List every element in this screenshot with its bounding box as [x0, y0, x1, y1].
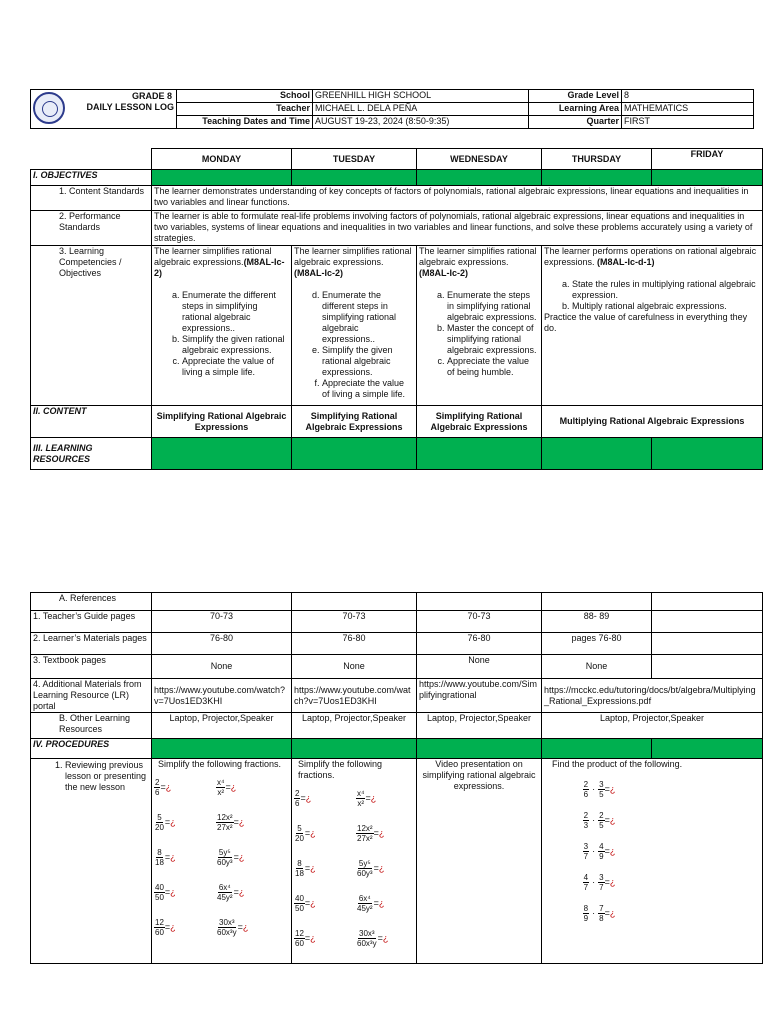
- fraction-row: $\frac{40}{50}$ =¿ $\frac{\text{6x⁴}}{\text{45y²}}$ =¿: [295, 894, 385, 913]
- tuesday-review: Simplify the following fractions. $\frac{2}{6}$ =¿ $\frac{\text{x⁴}}{\text{x²}}$ =¿ $\frac{5}{20}$ =¿ $\frac{\text{12x²}}{\text{27x²}}$ =¿ $\frac{8}{18}$ =¿ $\frac{\text{5y⁵}}{\text{60y³}}$ =¿ $\frac{40}{50}$ =¿ $\frac{\text{6x⁴}}{\text{45y²}}$ =¿ $\frac{12}{60}$ =¿ $\frac{\text{30x³}}{\text{60x³y}}$ =¿: [292, 759, 417, 964]
- tuesday-lm: 76-80: [292, 633, 417, 655]
- additional-materials-label: 4. Additional Materials from Learning Resource (LR) portal: [31, 679, 152, 713]
- grade-title: GRADE 8: [131, 91, 172, 101]
- learning-area-value: MATHEMATICS: [622, 103, 754, 116]
- fraction: $\frac{3}{5}$: [599, 780, 604, 799]
- teacher-value: MICHAEL L. DELA PEÑA: [313, 103, 529, 116]
- thursday-content: Multiplying Rational Algebraic Expressions: [542, 406, 763, 438]
- monday-tg: 70-73: [152, 611, 292, 633]
- fraction: $\frac{\text{6x⁴}}{\text{45y²}}$: [357, 894, 373, 913]
- procedures-heading: IV. PROCEDURES: [31, 739, 152, 759]
- thursday-review: Find the product of the following. $\frac{2}{6}$ · $\frac{3}{5}$ = ¿ $\frac{2}{3}$ · $\frac{2}{5}$ = ¿ $\frac{3}{7}$ · $\frac{4}{9}$ = ¿ $\frac{4}{7}$ · $\frac{3}{7}$ = ¿ $\frac{8}{9}$ · $\frac{7}{8}$ = ¿: [542, 759, 763, 964]
- log-title: DAILY LESSON LOG: [86, 102, 174, 112]
- thursday-competencies: The learner performs operations on rational algebraic expressions. (M8AL-Ic-d-1) a. State the rules in multiplying rational algebraic expression. b. Multiply rational algebraic expressions. Practice the value of carefulness in everything they do.: [542, 246, 763, 406]
- monday-competencies: The learner simplifies rational algebraic expressions.(M8AL-Ic-2) a. Enumerate the different steps in simplifying rational algebraic expressions.. b. Simplify the given rational algebraic expressions. c. Appreciate the value of living a simple life.: [152, 246, 292, 406]
- wednesday-textbook: None: [417, 655, 542, 679]
- tuesday-fraction-list: [294, 781, 414, 956]
- other-resources-label: B. Other Learning Resources: [31, 713, 152, 739]
- fraction: $\frac{\text{12x²}}{\text{27x²}}$: [357, 824, 373, 843]
- tuesday-competencies: The learner simplifies rational algebraic expressions.(M8AL-Ic-2) d. Enumerate the different steps in simplifying rational algebraic expressions.. e. Simplify the given rational algebraic expressions. f. Appreciate the value of living a simple life.: [292, 246, 417, 406]
- fraction: $\frac{12}{60}$: [155, 918, 164, 937]
- monday-lm: 76-80: [152, 633, 292, 655]
- product-row: $\frac{2}{3}$ · $\frac{2}{5}$ = ¿: [583, 811, 616, 830]
- quarter-label: Quarter: [529, 116, 622, 129]
- thursday-tg: 88- 89: [542, 611, 652, 633]
- day-thursday: THURSDAY: [542, 149, 652, 170]
- fraction-row: $\frac{8}{18}$ =¿ $\frac{\text{5y⁵}}{\text{60y³}}$ =¿: [155, 848, 245, 867]
- monday-lr-link[interactable]: https://www.youtube.com/watch?v=7Uos1ED3KHI: [152, 679, 292, 713]
- school-value: GREENHILL HIGH SCHOOL: [313, 90, 529, 103]
- fraction: $\frac{\text{5y⁵}}{\text{60y³}}$: [217, 848, 233, 867]
- references-label: A. References: [31, 593, 152, 611]
- monday-content: Simplifying Rational Algebraic Expressions: [152, 406, 292, 438]
- learning-resources-heading: III. LEARNING RESOURCES: [31, 438, 152, 470]
- fraction: $\frac{\text{12x²}}{\text{27x²}}$: [217, 813, 233, 832]
- monday-other: Laptop, Projector,Speaker: [152, 713, 292, 739]
- product-row: $\frac{8}{9}$ · $\frac{7}{8}$ = ¿: [583, 904, 616, 923]
- fraction: $\frac{3}{7}$: [599, 873, 604, 892]
- wednesday-lm: 76-80: [417, 633, 542, 655]
- lesson-table-top: [30, 148, 763, 470]
- dates-value: AUGUST 19-23, 2024 (8:50-9:35): [313, 116, 529, 129]
- thursday-textbook: None: [542, 655, 652, 679]
- fraction-row: $\frac{8}{18}$ =¿ $\frac{\text{5y⁵}}{\text{60y³}}$ =¿: [295, 859, 385, 878]
- grade-level-label: Grade Level: [529, 90, 622, 103]
- textbook-label: 3. Textbook pages: [31, 655, 152, 679]
- performance-standards-text: The learner is able to formulate real-life problems involving factors of polynomials, rational algebraic expressions, linear equations and inequalities in two variables, systems of linear equations and inequalities in two variables and linear functions, and solve these problems accurately using a variety of strategies.: [152, 211, 763, 246]
- dates-label: Teaching Dates and Time: [177, 116, 313, 129]
- learning-area-label: Learning Area: [529, 103, 622, 116]
- monday-textbook: None: [152, 655, 292, 679]
- fraction: $\frac{3}{7}$: [583, 842, 589, 861]
- performance-standards-label: 2. Performance Standards: [31, 211, 152, 246]
- content-standards-text: The learner demonstrates understanding of key concepts of factors of polynomials, rational algebraic expressions, linear equations and inequalities in two variables and linear functions.: [152, 186, 763, 211]
- objectives-heading: I. OBJECTIVES: [31, 170, 152, 186]
- lesson-table-bottom: [30, 592, 763, 964]
- review-label: 1. Reviewing previous lesson or presenting the new lesson: [65, 760, 149, 793]
- product-row: $\frac{4}{7}$ · $\frac{3}{7}$ = ¿: [583, 873, 616, 892]
- fraction: $\frac{\text{6x⁴}}{\text{45y²}}$: [217, 883, 233, 902]
- product-row: $\frac{3}{7}$ · $\frac{4}{9}$ = ¿: [583, 842, 616, 861]
- fraction: $\frac{12}{60}$: [295, 929, 304, 948]
- tuesday-other: Laptop, Projector,Speaker: [292, 713, 417, 739]
- fraction: $\frac{8}{9}$: [583, 904, 589, 923]
- tuesday-lr-link[interactable]: https://www.youtube.com/watch?v=7Uos1ED3KHI: [292, 679, 417, 713]
- day-monday: MONDAY: [152, 149, 292, 170]
- fraction-row: $\frac{5}{20}$ =¿ $\frac{\text{12x²}}{\text{27x²}}$ =¿: [295, 824, 385, 843]
- fraction: $\frac{2}{6}$: [583, 780, 589, 799]
- fraction-row: $\frac{2}{6}$ =¿ $\frac{\text{x⁴}}{\text{x²}}$ =¿: [295, 789, 377, 808]
- review-label-cell: [31, 759, 152, 964]
- tuesday-textbook: None: [292, 655, 417, 679]
- day-wednesday: WEDNESDAY: [417, 149, 542, 170]
- fraction: $\frac{8}{18}$: [295, 859, 304, 878]
- fraction: $\frac{40}{50}$: [295, 894, 304, 913]
- fraction-row: $\frac{5}{20}$ =¿ $\frac{\text{12x²}}{\text{27x²}}$ =¿: [155, 813, 245, 832]
- fraction: $\frac{\text{30x³}}{\text{60x³y}}$: [217, 918, 237, 937]
- monday-fraction-list: [154, 770, 289, 945]
- thursday-lm: pages 76-80: [542, 633, 652, 655]
- fraction: $\frac{2}{3}$: [583, 811, 589, 830]
- fraction-row: $\frac{12}{60}$ =¿ $\frac{\text{30x³}}{\text{60x³y}}$ =¿: [295, 929, 389, 948]
- day-friday: FRIDAY: [652, 149, 763, 170]
- wednesday-lr-link[interactable]: https://www.youtube.com/Simplifyingrational: [417, 679, 542, 713]
- grade-level-value: 8: [622, 90, 754, 103]
- fraction: $\frac{4}{9}$: [599, 842, 604, 861]
- product-row: $\frac{2}{6}$ · $\frac{3}{5}$ = ¿: [583, 780, 616, 799]
- fraction: $\frac{8}{18}$: [155, 848, 164, 867]
- teacher-label: Teacher: [177, 103, 313, 116]
- school-label: School: [177, 90, 313, 103]
- fraction: $\frac{\text{5y⁵}}{\text{60y³}}$: [357, 859, 373, 878]
- fraction: $\frac{4}{7}$: [583, 873, 589, 892]
- fraction: $\frac{\text{x⁴}}{\text{x²}}$: [217, 778, 225, 797]
- learners-materials-label: 2. Learner’s Materials pages: [31, 633, 152, 655]
- tuesday-content: Simplifying Rational Algebraic Expressions: [292, 406, 417, 438]
- fraction: $\frac{7}{8}$: [599, 904, 604, 923]
- fraction: $\frac{5}{20}$: [295, 824, 304, 843]
- fraction-row: $\frac{12}{60}$ =¿ $\frac{\text{30x³}}{\text{60x³y}}$ =¿: [155, 918, 249, 937]
- day-tuesday: TUESDAY: [292, 149, 417, 170]
- fraction: $\frac{2}{6}$: [295, 789, 300, 808]
- thursday-product-list: [544, 774, 654, 929]
- fraction-row: $\frac{2}{6}$ =¿ $\frac{\text{x⁴}}{\text{x²}}$ =¿: [155, 778, 237, 797]
- thursday-other: Laptop, Projector,Speaker: [542, 713, 763, 739]
- wednesday-other: Laptop, Projector,Speaker: [417, 713, 542, 739]
- thursday-lr-link[interactable]: https://mcckc.edu/tutoring/docs/bt/algebra/Multiplying_Rational_Expressions.pdf: [542, 679, 763, 713]
- monday-review: Simplify the following fractions. $\frac{2}{6}$ =¿ $\frac{\text{x⁴}}{\text{x²}}$ =¿ $\frac{5}{20}$ =¿ $\frac{\text{12x²}}{\text{27x²}}$ =¿ $\frac{8}{18}$ =¿ $\frac{\text{5y⁵}}{\text{60y³}}$ =¿ $\frac{40}{50}$ =¿ $\frac{\text{6x⁴}}{\text{45y²}}$ =¿ $\frac{12}{60}$ =¿ $\frac{\text{30x³}}{\text{60x³y}}$ =¿: [152, 759, 292, 964]
- fraction: $\frac{40}{50}$: [155, 883, 164, 902]
- wednesday-competencies: The learner simplifies rational algebraic expressions.(M8AL-Ic-2) a. Enumerate the steps in simplifying rational algebraic expressions. b. Master the concept of simplifying rational algebraic expressions. c. Appreciate the value of being humble.: [417, 246, 542, 406]
- tuesday-tg: 70-73: [292, 611, 417, 633]
- teachers-guide-label: 1. Teacher’s Guide pages: [31, 611, 152, 633]
- wednesday-tg: 70-73: [417, 611, 542, 633]
- competencies-label: 3. Learning Competencies / Objectives: [31, 246, 152, 406]
- fraction: $\frac{2}{6}$: [155, 778, 160, 797]
- fraction: $\frac{5}{20}$: [155, 813, 164, 832]
- content-standards-label: 1. Content Standards: [31, 186, 152, 211]
- wednesday-review: Video presentation on simplifying rational algebraic expressions.: [417, 759, 542, 964]
- wednesday-content: Simplifying Rational Algebraic Expressions: [417, 406, 542, 438]
- fraction: $\frac{\text{30x³}}{\text{60x³y}}$: [357, 929, 377, 948]
- fraction: $\frac{\text{x⁴}}{\text{x²}}$: [357, 789, 365, 808]
- quarter-value: FIRST: [622, 116, 754, 129]
- header-table: [30, 89, 754, 129]
- header-title-cell: [31, 90, 177, 129]
- content-heading: II. CONTENT: [31, 406, 152, 438]
- fraction-row: $\frac{40}{50}$ =¿ $\frac{\text{6x⁴}}{\text{45y²}}$ =¿: [155, 883, 245, 902]
- fraction: $\frac{2}{5}$: [599, 811, 604, 830]
